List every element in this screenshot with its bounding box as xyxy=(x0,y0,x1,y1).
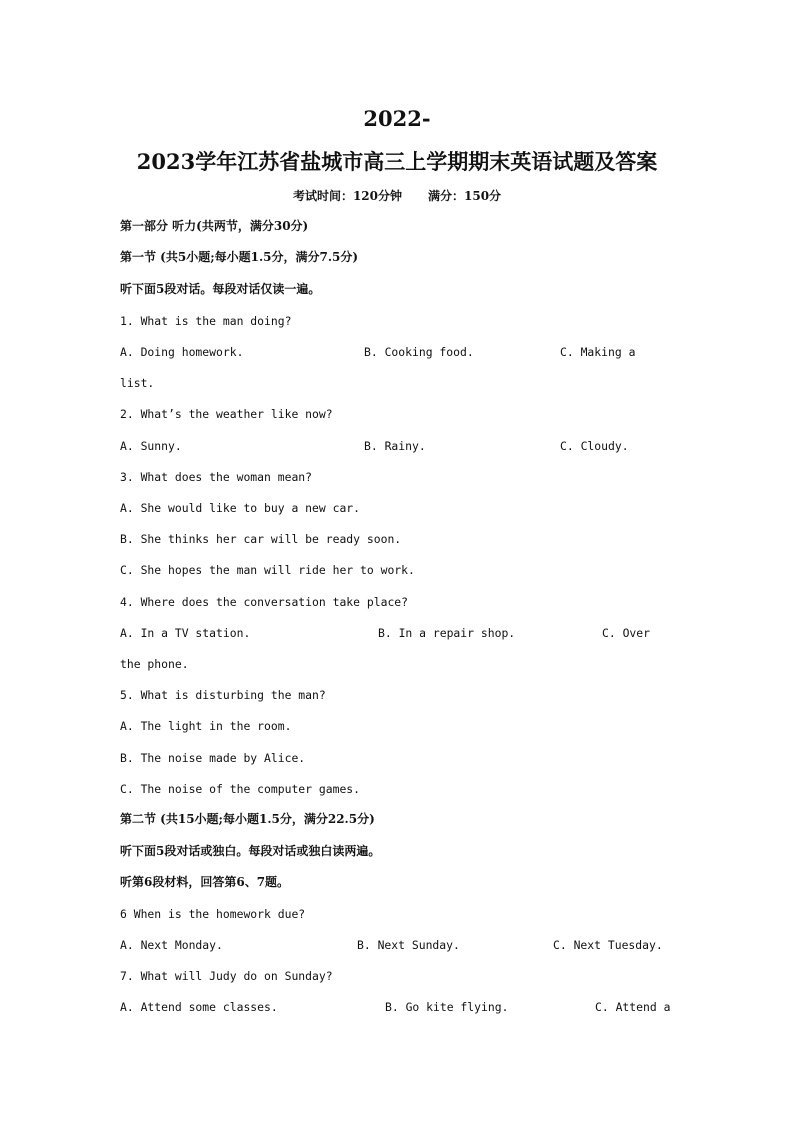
section2-heading: 第二节 (共15小题;每小题1.5分，满分22.5分) xyxy=(120,812,375,826)
question-5-option-a: A. The light in the room. xyxy=(120,719,292,733)
full-score: 满分：150分 xyxy=(428,189,502,203)
question-4-option-c: C. Over xyxy=(602,626,651,640)
question-5-stem: 5. What is disturbing the man? xyxy=(120,688,326,702)
question-2-option-a: A. Sunny. xyxy=(120,439,182,453)
question-4-option-a: A. In a TV station. xyxy=(120,626,251,640)
question-1-option-b: B. Cooking food. xyxy=(364,345,474,359)
question-6-option-c: C. Next Tuesday. xyxy=(553,938,663,952)
question-2-option-c: C. Cloudy. xyxy=(560,439,629,453)
question-3-option-b: B. She thinks her car will be ready soon. xyxy=(120,532,402,546)
title-line-2: 2023学年江苏省盐城市高三上学期期末英语试题及答案 xyxy=(136,149,658,174)
section2-instruction: 听下面5段对话或独白。每段对话或独白读两遍。 xyxy=(120,844,381,858)
question-7-option-b: B. Go kite flying. xyxy=(385,1000,509,1014)
question-3-option-a: A. She would like to buy a new car. xyxy=(120,501,361,515)
question-6-option-b: B. Next Sunday. xyxy=(357,938,460,952)
question-7-stem: 7. What will Judy do on Sunday? xyxy=(120,969,333,983)
question-5-option-b: B. The noise made by Alice. xyxy=(120,751,306,765)
question-6-stem: 6 When is the homework due? xyxy=(120,907,306,921)
question-1-option-a: A. Doing homework. xyxy=(120,345,244,359)
question-7-option-c: C. Attend a xyxy=(595,1000,671,1014)
section1-heading: 第一节 (共5小题;每小题1.5分，满分7.5分) xyxy=(120,250,359,264)
material6-instruction: 听第6段材料，回答第6、7题。 xyxy=(120,875,290,889)
exam-time: 考试时间：120分钟 xyxy=(292,189,402,203)
exam-info xyxy=(0,187,794,204)
question-1-option-c: C. Making a xyxy=(560,345,636,359)
question-4-continuation: the phone. xyxy=(120,657,189,671)
question-5-option-c: C. The noise of the computer games. xyxy=(120,782,361,796)
section1-instruction: 听下面5段对话。每段对话仅读一遍。 xyxy=(120,282,321,296)
question-3-option-c: C. She hopes the man will ride her to work. xyxy=(120,563,415,577)
question-2-stem: 2. What’s the weather like now? xyxy=(120,407,333,421)
question-4-stem: 4. Where does the conversation take place? xyxy=(120,595,409,609)
title-line-1: 2022- xyxy=(363,106,431,131)
question-1-continuation: list. xyxy=(120,376,155,390)
question-3-stem: 3. What does the woman mean? xyxy=(120,470,313,484)
question-1-stem: 1. What is the man doing? xyxy=(120,314,292,328)
question-6-option-a: A. Next Monday. xyxy=(120,938,223,952)
question-4-option-b: B. In a repair shop. xyxy=(378,626,516,640)
question-2-option-b: B. Rainy. xyxy=(364,439,426,453)
question-7-option-a: A. Attend some classes. xyxy=(120,1000,278,1014)
part1-heading: 第一部分 听力(共两节，满分30分) xyxy=(120,219,309,233)
